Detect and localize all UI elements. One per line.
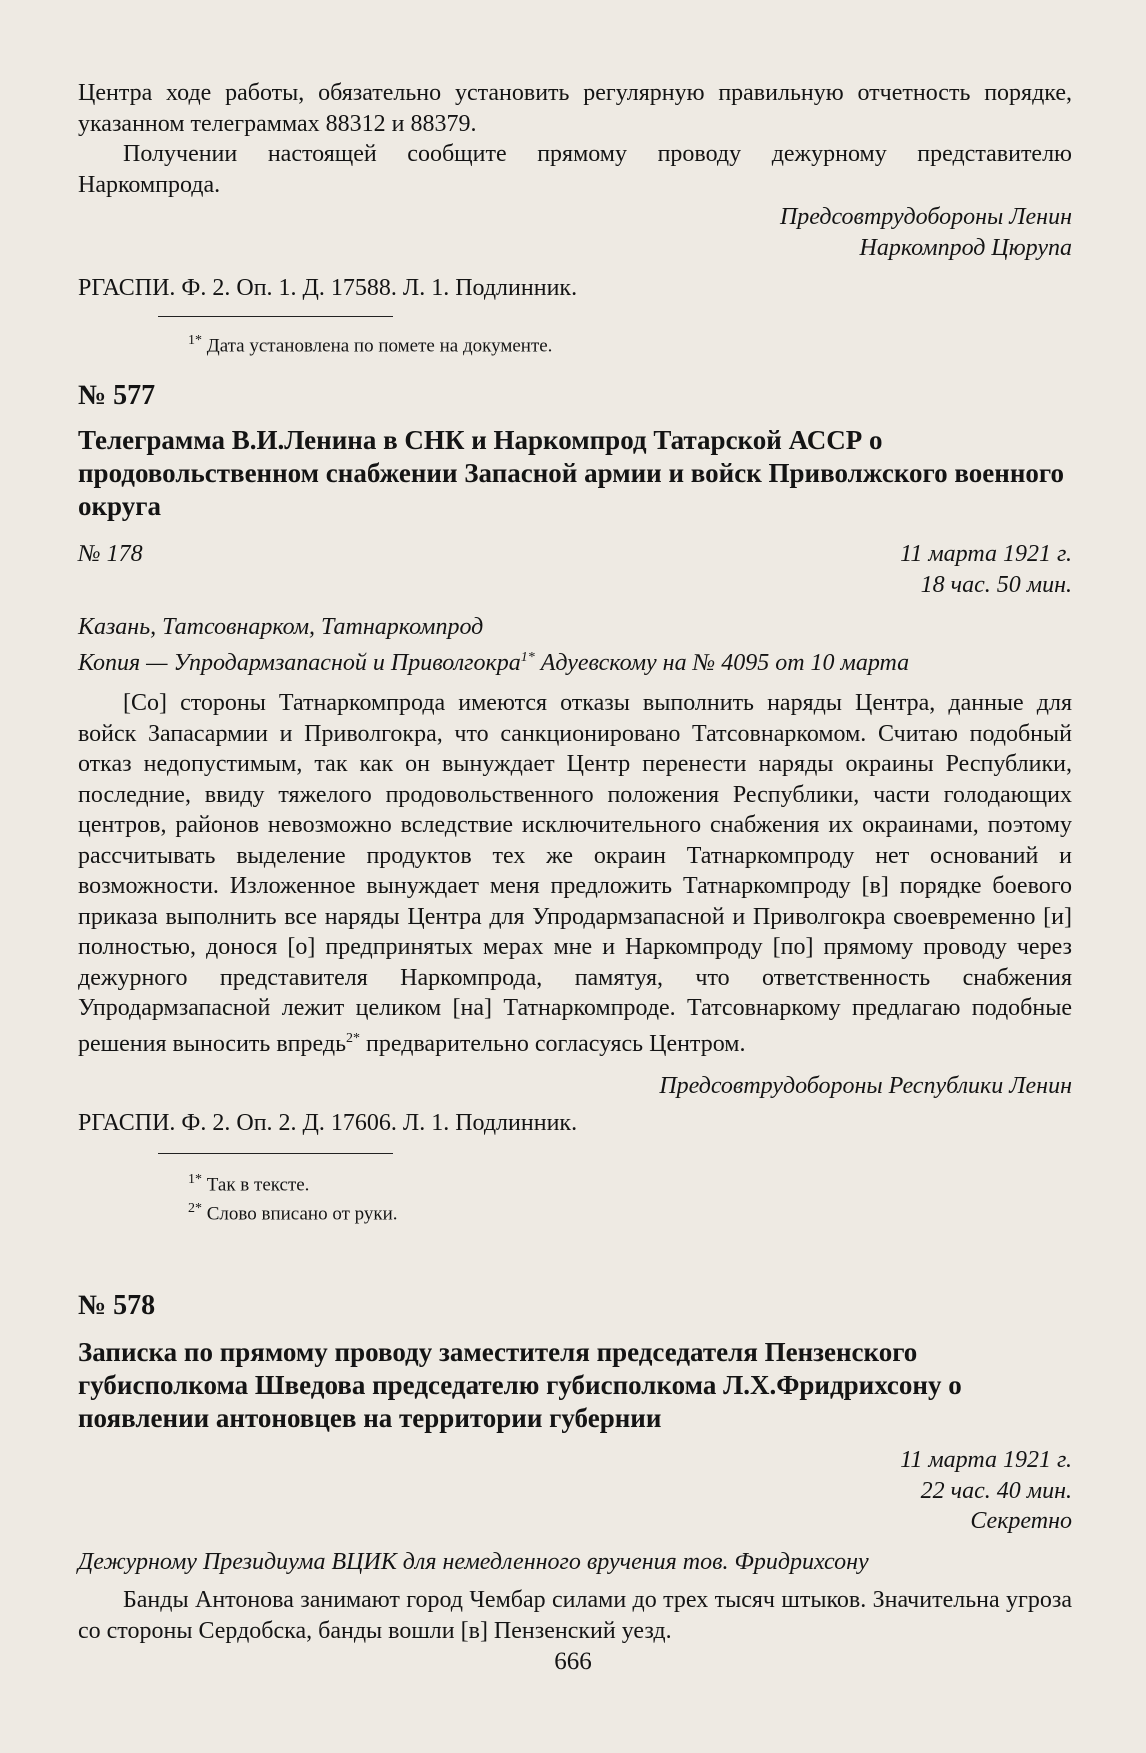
document-date: 11 марта 1921 г. [900, 541, 1072, 567]
document-title: Записка по прямому проводу заместителя председателя Пензенского губисполкома Шведова председателю губисполкома Л.Х.Фридрихсону о появлении антоновцев на территории губернии [78, 1337, 962, 1433]
text-part: предварительно согласуясь Центром. [360, 1030, 746, 1057]
document-number: № 578 [78, 1290, 156, 1321]
addressee: Дежурному Президиума ВЦИК для немедленного вручения тов. Фридрихсону [78, 1548, 869, 1575]
document-time: 22 час. 40 мин. [920, 1477, 1072, 1504]
footnote [188, 1168, 1072, 1197]
paragraph: Получении настоящей сообщите прямому проводу дежурному представителю Наркомпрода. [78, 141, 1072, 198]
reference-number: № 178 [78, 541, 143, 567]
archive-source: РГАСПИ. Ф. 2. Оп. 2. Д. 17606. Л. 1. Подлинник. [78, 1109, 578, 1136]
footnote-divider [158, 1153, 393, 1154]
footnote-text: Дата установлена по помете на документе. [206, 335, 553, 357]
secrecy-mark: Секретно [970, 1508, 1072, 1534]
telegram-text [78, 688, 1072, 1059]
footnote-mark: 1* [188, 333, 202, 348]
document-time: 18 час. 50 мин. [920, 571, 1072, 598]
signature: Предсовтрудобороны Республики Ленин [659, 1073, 1072, 1099]
footnote-text: Слово вписано от руки. [206, 1203, 398, 1225]
reference-row [78, 539, 1072, 570]
footnote-divider [158, 316, 393, 317]
signature: Наркомпрод Цюрупа [859, 234, 1072, 261]
document-577 [78, 380, 1072, 1226]
addressee: Казань, Татсовнарком, Татнаркомпрод [78, 614, 484, 640]
copy-text: Адуевскому на № 4095 от 10 марта [534, 649, 910, 676]
footnote-mark: 1* [188, 1171, 202, 1187]
footnote-mark: 2* [346, 1030, 361, 1046]
footnote-mark: 1* [520, 649, 535, 665]
copy-text: Копия — Упродармзапасной и Приволгокра [78, 649, 521, 676]
document-578 [78, 1290, 1072, 1646]
page-number: 666 [554, 1648, 592, 1675]
document-number: № 577 [78, 380, 156, 411]
footnote-text: Так в тексте. [206, 1173, 310, 1195]
note-text: Банды Антонова занимают город Чембар силами до трех тысяч штыков. Значительна угроза со стороны Сердобска, банды вошли [в] Пензенский уезд. [78, 1587, 1072, 1644]
document-title: Телеграмма В.И.Ленина в СНК и Наркомпрод Татарской АССР о продовольственном снабжении Запасной армии и войск Приволжского военного округа [78, 425, 1064, 521]
footnote [188, 1197, 1072, 1226]
paragraph: Центра ходе работы, обязательно установить регулярную правильную отчетность порядке, указанном телеграммах 88312 и 88379. [78, 80, 1072, 137]
archive-source: РГАСПИ. Ф. 2. Оп. 1. Д. 17588. Л. 1. Подлинник. [78, 275, 578, 301]
previous-document-ending [78, 78, 1072, 358]
document-date: 11 марта 1921 г. [900, 1447, 1072, 1473]
text-part: [Со] стороны Татнаркомпрода имеются отказы выполнить наряды Центра, данные для войск Запасармии и Приволгокра, что санкционировано Татсовнаркомом. Считаю подобный отказ недопустимым, так как он вынуждает Центр перенести наряды окраины Республики, последние, ввиду тяжелого продовольственного положения Республики, части голодающих центров, районов невозможно вследствие исключительного снабжения их окраинами, поэтому рассчитывать выделение продуктов тех же окраин Татнаркомпроду нет оснований и возможности. Изложенное вынуждает меня предложить Татнаркомпроду [в] порядке боевого приказа выполнить все наряды Центра для Упродармзапасной и Приволгокра своевременно [и] полностью, донося [о] предпринятых мерах мне и Наркомпроду [по] прямому проводу через дежурного представителя Наркомпрода, памятуя, что ответственность снабжения Упродармзапасной лежит целиком [на] Татнаркомпроде. Татсовнаркому предлагаю подобные решения выносить впредь [78, 690, 1072, 1057]
footnote [188, 329, 1072, 358]
copy-addressee [78, 643, 1072, 679]
signature: Предсовтрудобороны Ленин [779, 204, 1072, 230]
footnote-mark: 2* [188, 1200, 202, 1216]
